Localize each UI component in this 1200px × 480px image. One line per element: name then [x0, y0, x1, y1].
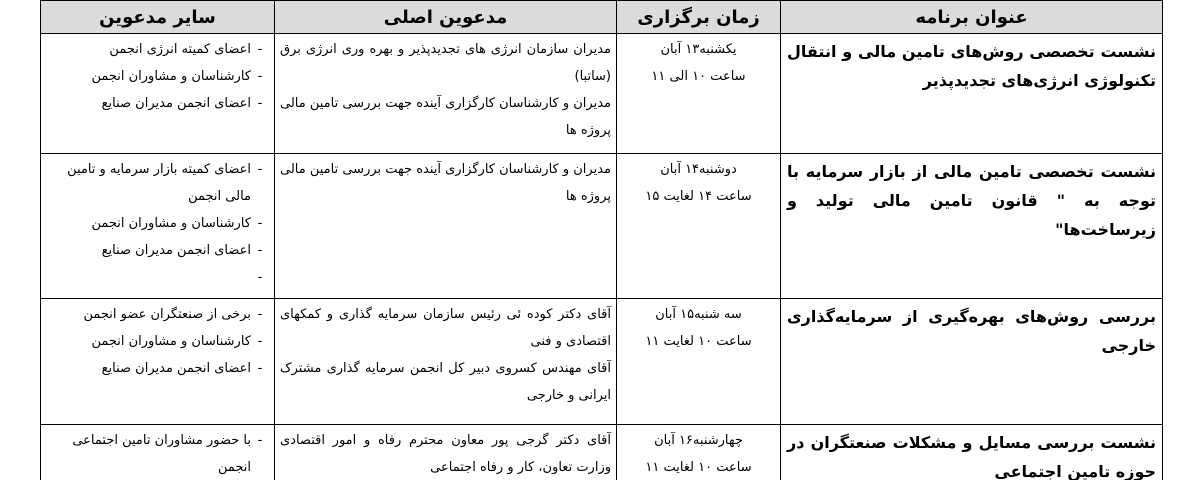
program-hour: ساعت ۱۰ الی ۱۱: [651, 69, 746, 84]
program-hour: ساعت ۱۰ لغایت ۱۱: [645, 334, 752, 349]
main-invitee: مدیران و کارشناسان کارگزاری آینده جهت بررسی تامین مالی پروژه ها: [280, 96, 611, 138]
program-day: یکشنبه۱۳ آبان: [660, 42, 737, 57]
main-invitee: آقای مهندس کسروی دبیر کل انجمن سرمایه گذاری مشترک ایرانی و خارجی: [280, 361, 611, 403]
program-time: [617, 425, 781, 480]
program-title: نشست تخصصی روش‌های تامین مالی و انتقال تکنولوژی انرژی‌های تجدیدپذیر: [781, 34, 1163, 154]
list-item: - اعضای انجمن مدیران صنایع: [101, 361, 263, 376]
main-invitee: مدیران و کارشناسان کارگزاری آینده جهت بررسی تامین مالی پروژه ها: [280, 162, 611, 204]
program-time: [617, 34, 781, 154]
list-item: - اعضای کمیته انرژی انجمن: [109, 42, 263, 57]
header-other-invitees: سایر مدعوین: [41, 1, 275, 34]
other-invitees: [41, 299, 275, 425]
other-invitees: [41, 425, 275, 480]
header-title: عنوان برنامه: [781, 1, 1163, 34]
main-invitee: آقای دکتر کوده ئی رئیس سازمان سرمایه گذاری و کمکهای اقتصادی و فنی: [280, 307, 611, 349]
main-invitees: [275, 34, 617, 154]
header-row: [41, 1, 1163, 34]
program-day: سه شنبه۱۵ آبان: [655, 307, 742, 322]
program-title: نشست تخصصی تامین مالی از بازار سرمایه با توجه به " قانون تامین مالی تولید و زیرساخت‌ها": [781, 154, 1163, 299]
main-invitee: مدیران سازمان انرژی های تجدیدپذیر و بهره وری انرژی برق (ساتبا): [280, 42, 611, 84]
main-invitees: [275, 299, 617, 425]
other-invitees: [41, 154, 275, 299]
other-invitees-list: [46, 427, 269, 480]
list-item: - برخی از صنعتگران عضو انجمن: [83, 307, 263, 322]
other-invitees: [41, 34, 275, 154]
program-day: دوشنبه۱۴ آبان: [660, 162, 737, 177]
program-time: [617, 299, 781, 425]
main-invitee: آقای دکتر گرجی پور معاون محترم رفاه و امور اقتصادی وزارت تعاون، کار و رفاه اجتماعی: [280, 433, 611, 475]
list-item: - کارشناسان و مشاوران انجمن: [91, 69, 263, 84]
main-invitees: [275, 425, 617, 480]
list-item: - اعضای کمیته بازار سرمایه و تامین مالی انجمن: [67, 162, 263, 204]
other-invitees-list: [46, 156, 269, 291]
header-main-invitees: مدعوین اصلی: [275, 1, 617, 34]
document-page: [40, 0, 1164, 480]
program-title: بررسی روش‌های بهره‌گیری از سرمایه‌گذاری خارجی: [781, 299, 1163, 425]
program-day: چهارشنبه۱۶ آبان: [654, 433, 743, 448]
list-item: - اعضای انجمن مدیران صنایع: [101, 243, 263, 258]
other-invitees-list: [46, 301, 269, 382]
list-item: - کارشناسان و مشاوران انجمن: [91, 216, 263, 231]
program-time: [617, 154, 781, 299]
list-item: - کارشناسان و مشاوران انجمن: [91, 334, 263, 349]
table-row: [41, 154, 1163, 299]
program-table: [40, 0, 1163, 480]
other-invitees-list: [46, 36, 269, 117]
program-title: نشست بررسی مسایل و مشکلات صنعتگران در حوزه تامین اجتماعی: [781, 425, 1163, 480]
table-row: [41, 425, 1163, 480]
header-time: زمان برگزاری: [617, 1, 781, 34]
table-row: [41, 299, 1163, 425]
list-item: - با حضور مشاوران تامین اجتماعی انجمن: [72, 433, 263, 475]
main-invitees: [275, 154, 617, 299]
list-item: -: [257, 270, 263, 285]
program-hour: ساعت ۱۴ لغایت ۱۵: [645, 189, 752, 204]
list-item: - اعضای انجمن مدیران صنایع: [101, 96, 263, 111]
table-row: [41, 34, 1163, 154]
program-hour: ساعت ۱۰ لغایت ۱۱: [645, 460, 752, 475]
